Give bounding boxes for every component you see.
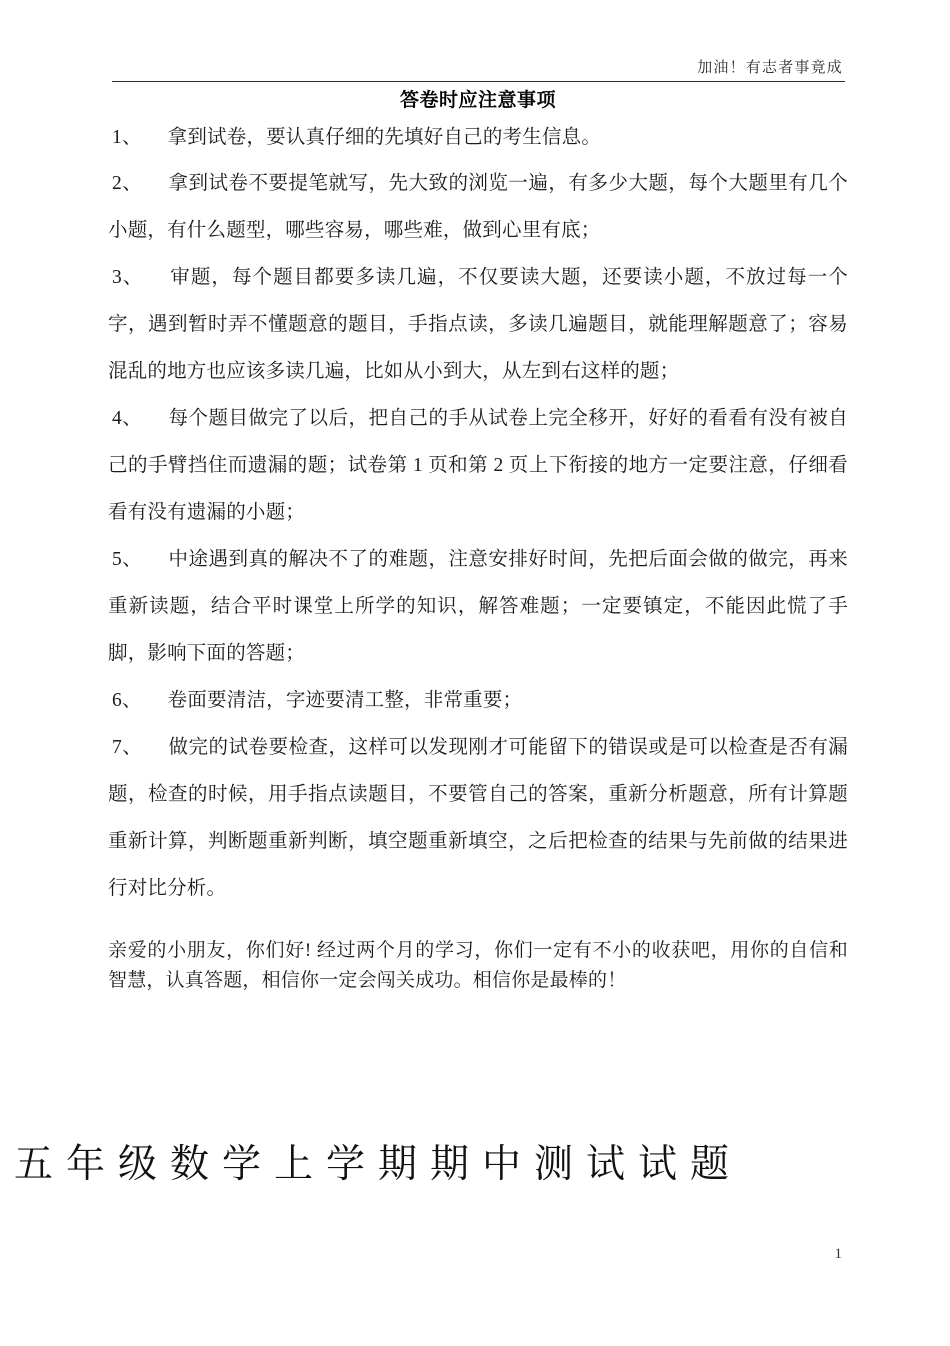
list-item-number: 7、 [112,737,143,758]
list-item [108,536,848,677]
page-number: 1 [834,1246,842,1262]
list-item-number: 6、 [112,690,142,711]
list-item-text: 审题，每个题目都要多读几遍，不仅要读大题，还要读小题，不放过每一个字，遇到暂时弄不懂题意的题目，手指点读，多读几遍题目，就能理解题意了；容易混乱的地方也应该多读几遍，比如从小到大，从左到右这样的题； [108,267,848,382]
list-item [108,254,848,395]
exam-title: 五年级数学上学期期中测试试题 [14,1143,743,1186]
list-item-text: 拿到试卷，要认真仔细的先填好自己的考生信息。 [167,127,602,148]
page-title: 答卷时应注意事项 [399,90,556,111]
list-item-text: 每个题目做完了以后，把自己的手从试卷上完全移开，好好的看看有没有被自己的手臂挡住而遗漏的题；试卷第 1 页和第 2 页上下衔接的地方一定要注意，仔细看看有没有遗漏的小题； [108,408,848,523]
list-item [108,724,848,912]
list-item-text: 中途遇到真的解决不了的难题，注意安排好时间，先把后面会做的做完，再来重新读题，结合平时课堂上所学的知识，解答难题；一定要镇定，不能因此慌了手脚，影响下面的答题； [108,549,848,664]
list-item-number: 2、 [112,173,143,194]
page-header [112,58,845,82]
list-item [108,677,848,724]
header-divider [112,81,845,82]
greeting-paragraph: 亲爱的小朋友，你们好! 经过两个月的学习，你们一定有不小的收获吧，用你的自信和智慧，认真答题，相信你一定会闯关成功。相信你是最棒的！ [108,940,848,991]
running-header-text: 加油！有志者事竟成 [697,60,843,76]
list-item-number: 4、 [112,408,143,429]
list-item [108,116,848,160]
list-item [108,395,848,536]
list-item [108,160,848,254]
list-item-number: 5、 [112,549,143,570]
list-item-number: 3、 [112,267,144,288]
list-item-text: 卷面要清洁，字迹要清工整，非常重要； [167,690,523,711]
list-item-number: 1、 [112,127,142,148]
document-body [108,88,848,996]
list-item-text: 做完的试卷要检查，这样可以发现刚才可能留下的错误或是可以检查是否有漏题，检查的时候，用手指点读题目，不要管自己的答案，重新分析题意，所有计算题重新计算，判断题重新判断，填空题重新填空，之后把检查的结果与先前做的结果进行对比分析。 [108,737,848,899]
list-item-text: 拿到试卷不要提笔就写，先大致的浏览一遍，有多少大题，每个大题里有几个小题，有什么题型，哪些容易，哪些难，做到心里有底； [108,173,848,241]
